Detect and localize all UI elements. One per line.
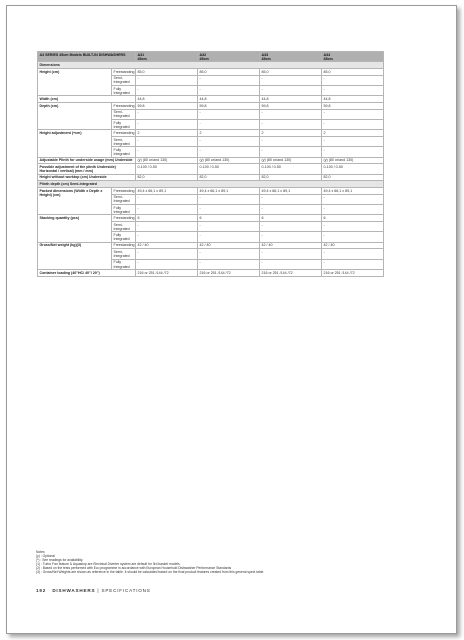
- row-sublabel: Semi-Integrated: [112, 109, 136, 119]
- row-sublabel: Fully Integrated: [112, 86, 136, 96]
- table-cell: -: [260, 75, 322, 85]
- table-cell: 82,0: [260, 174, 322, 181]
- model-name: A34: [323, 52, 331, 57]
- table-cell: 0-100 / 0-50: [260, 164, 322, 174]
- table-cell: 216 or 251 /144 /72: [136, 270, 198, 277]
- section-title: Dimensions: [38, 62, 384, 69]
- table-cell: 49,4 x 66,1 x 89,1: [198, 188, 260, 195]
- row-sublabel: Fully Integrated: [112, 147, 136, 157]
- table-cell: 6: [136, 215, 198, 222]
- table-cell: 59,8: [260, 103, 322, 110]
- table-cell: 42 / 40: [260, 242, 322, 249]
- row-sublabel: Fully Integrated: [112, 120, 136, 130]
- table-cell: (y) (80 or/and 130): [198, 157, 260, 164]
- table-cell: (y) (80 or/and 130): [260, 157, 322, 164]
- footer-section: DISHWASHERS: [52, 588, 96, 593]
- table-cell: -: [322, 259, 384, 269]
- row-label: Height adjustment (+cm): [38, 130, 112, 157]
- table-cell: (y) (80 or/and 130): [136, 157, 198, 164]
- row-label: Stacking quantity (pcs): [38, 215, 112, 242]
- table-row: [38, 215, 384, 222]
- footer-separator: |: [97, 588, 100, 593]
- table-cell: -: [198, 86, 260, 96]
- table-cell: -: [198, 205, 260, 215]
- row-sublabel: Fully Integrated: [112, 232, 136, 242]
- table-cell: -: [260, 137, 322, 147]
- table-cell: 49,4 x 66,1 x 89,1: [322, 188, 384, 195]
- row-sublabel: Semi-Integrated: [112, 75, 136, 85]
- table-cell: -: [322, 249, 384, 259]
- table-cell: -: [198, 147, 260, 157]
- note-line: (1) : Turbo Fan feature & Aquastop are Electrical Diverter system are default for 3rd basket models.: [36, 562, 181, 567]
- table-row: [38, 242, 384, 249]
- table-cell: 82,0: [136, 174, 198, 181]
- table-cell: 44,8: [260, 96, 322, 103]
- table-row: [38, 164, 384, 174]
- table-cell: -: [136, 205, 198, 215]
- table-cell: 216 or 251 /144 /72: [260, 270, 322, 277]
- document-page: [6, 5, 457, 634]
- row-label: Gross/Net weight (kg)(3): [38, 242, 112, 269]
- row-sublabel: Fully Integrated: [112, 205, 136, 215]
- spec-table: [37, 51, 384, 277]
- table-cell: 59,8: [322, 103, 384, 110]
- section-row: [38, 181, 384, 188]
- table-cell: 49,4 x 66,1 x 89,1: [136, 188, 198, 195]
- page-footer: [36, 588, 151, 593]
- table-cell: -: [260, 147, 322, 157]
- table-row: [38, 188, 384, 195]
- model-name: A32: [199, 52, 207, 57]
- row-label: Width (cm): [38, 96, 136, 103]
- table-cell: -: [136, 194, 198, 204]
- table-cell: 6: [322, 215, 384, 222]
- table-cell: 2: [260, 130, 322, 137]
- table-cell: -: [136, 222, 198, 232]
- table-row: [38, 130, 384, 137]
- table-cell: -: [136, 109, 198, 119]
- table-cell: -: [260, 259, 322, 269]
- table-cell: -: [260, 232, 322, 242]
- table-header-row: [38, 52, 384, 62]
- row-sublabel: Freestanding: [113, 103, 135, 108]
- table-cell: -: [198, 222, 260, 232]
- model-size: 45cm: [261, 56, 271, 61]
- model-size: 45cm: [137, 56, 147, 61]
- table-cell: -: [198, 120, 260, 130]
- table-cell: -: [322, 232, 384, 242]
- table-cell: -: [136, 249, 198, 259]
- spec-table-body: [38, 52, 384, 277]
- section-row: [38, 62, 384, 69]
- row-label: Height without worktop (cm) Underside: [38, 174, 136, 181]
- table-cell: -: [322, 109, 384, 119]
- table-cell: -: [136, 120, 198, 130]
- table-row: [38, 103, 384, 110]
- row-label: Depth (cm): [38, 103, 112, 130]
- table-cell: 6: [198, 215, 260, 222]
- table-cell: -: [260, 222, 322, 232]
- row-sublabel: Freestanding: [113, 243, 135, 248]
- table-cell: -: [322, 75, 384, 85]
- table-cell: 49,4 x 66,1 x 89,1: [260, 188, 322, 195]
- row-sublabel: Freestanding: [113, 69, 135, 74]
- table-cell: 59,8: [198, 103, 260, 110]
- table-row: [38, 270, 384, 277]
- table-cell: -: [322, 86, 384, 96]
- row-label: Adjustable Plinth for underside usage (mm) Underside: [38, 157, 136, 164]
- table-cell: 44,8: [198, 96, 260, 103]
- row-sublabel: Semi-Integrated: [112, 249, 136, 259]
- table-cell: 0-100 / 0-50: [322, 164, 384, 174]
- row-sublabel: Semi-Integrated: [112, 137, 136, 147]
- notes-heading: Notes: [36, 550, 45, 554]
- table-cell: -: [198, 232, 260, 242]
- table-cell: -: [198, 137, 260, 147]
- row-sublabel: Fully Integrated: [112, 259, 136, 269]
- row-sublabel: Freestanding: [113, 130, 135, 135]
- table-cell: 82,0: [198, 174, 260, 181]
- table-cell: 0-100 / 0-50: [136, 164, 198, 174]
- table-cell: 59,8: [136, 103, 198, 110]
- table-cell: -: [136, 75, 198, 85]
- table-cell: 216 or 251 /144 /72: [198, 270, 260, 277]
- table-cell: 2: [136, 130, 198, 137]
- model-header: [136, 52, 198, 62]
- model-header: [198, 52, 260, 62]
- table-cell: 85,0: [322, 69, 384, 76]
- row-sublabel: Semi-Integrated: [112, 194, 136, 204]
- table-cell: -: [260, 194, 322, 204]
- table-cell: 0-100 / 0-50: [198, 164, 260, 174]
- table-cell: 44,8: [136, 96, 198, 103]
- table-cell: 216 or 251 /144 /72: [322, 270, 384, 277]
- table-cell: -: [260, 249, 322, 259]
- note-line: (2) : Based on the tests performed with Eco programme in accordance with European Household Dishwasher Performance Standards: [36, 566, 232, 571]
- table-cell: -: [260, 86, 322, 96]
- table-cell: -: [322, 120, 384, 130]
- table-cell: -: [136, 86, 198, 96]
- table-cell: -: [322, 194, 384, 204]
- table-title: A3 SERIES 45cm Models BUILT-IN DISHWASHERS: [38, 52, 136, 62]
- notes: [36, 550, 416, 575]
- row-label: Possible adjustment of the plinth Underside) Horizontal / vertical) (mm / mm): [38, 164, 136, 174]
- table-cell: -: [260, 120, 322, 130]
- note-line: (*) : See readings for availability.: [36, 558, 84, 563]
- table-cell: 42 / 40: [322, 242, 384, 249]
- row-label: Container loading (40"HC/ 40"/ 20"): [38, 270, 136, 277]
- section-title: Plinth depth (cm) Semi-Integrated: [38, 181, 384, 188]
- footer-subsection: SPECIFICATIONS: [101, 588, 151, 593]
- model-name: A31: [137, 52, 145, 57]
- table-row: [38, 69, 384, 76]
- table-row: [38, 96, 384, 103]
- table-cell: -: [136, 232, 198, 242]
- table-cell: 6: [260, 215, 322, 222]
- table-cell: -: [260, 109, 322, 119]
- table-cell: -: [198, 194, 260, 204]
- model-name: A33: [261, 52, 269, 57]
- table-cell: -: [198, 259, 260, 269]
- row-sublabel: Freestanding: [113, 188, 135, 193]
- table-cell: 85,0: [136, 69, 198, 76]
- table-cell: 2: [198, 130, 260, 137]
- table-cell: -: [322, 222, 384, 232]
- table-cell: 85,0: [198, 69, 260, 76]
- row-sublabel: Semi-Integrated: [112, 222, 136, 232]
- table-cell: 85,0: [260, 69, 322, 76]
- table-cell: 42 / 40: [198, 242, 260, 249]
- table-cell: 82,0: [322, 174, 384, 181]
- table-cell: -: [322, 137, 384, 147]
- table-row: [38, 157, 384, 164]
- table-cell: -: [198, 249, 260, 259]
- note-line: (3) : Gross/Net Weights are shown as reference in the table. It should be calculated based on the final product features created from this general spect table.: [36, 570, 265, 575]
- table-row: [38, 174, 384, 181]
- model-size: 45cm: [199, 56, 209, 61]
- row-sublabel: Freestanding: [113, 215, 135, 220]
- table-cell: -: [322, 205, 384, 215]
- table-cell: -: [198, 109, 260, 119]
- page-number: 192: [36, 588, 47, 593]
- table-cell: 44,8: [322, 96, 384, 103]
- model-header: [260, 52, 322, 62]
- table-cell: -: [198, 75, 260, 85]
- model-header: [322, 52, 384, 62]
- table-cell: -: [260, 205, 322, 215]
- table-cell: 2: [322, 130, 384, 137]
- table-cell: -: [136, 147, 198, 157]
- note-line: (y) : Optional: [36, 554, 55, 559]
- table-cell: -: [136, 137, 198, 147]
- table-cell: -: [322, 147, 384, 157]
- table-cell: 42 / 40: [136, 242, 198, 249]
- row-label: Height (cm): [38, 69, 112, 96]
- model-size: 45cm: [323, 56, 333, 61]
- row-label: Packed dimensions (Width x Depth x Height) (cm): [38, 188, 112, 215]
- table-cell: (y) (80 or/and 130): [322, 157, 384, 164]
- table-cell: -: [136, 259, 198, 269]
